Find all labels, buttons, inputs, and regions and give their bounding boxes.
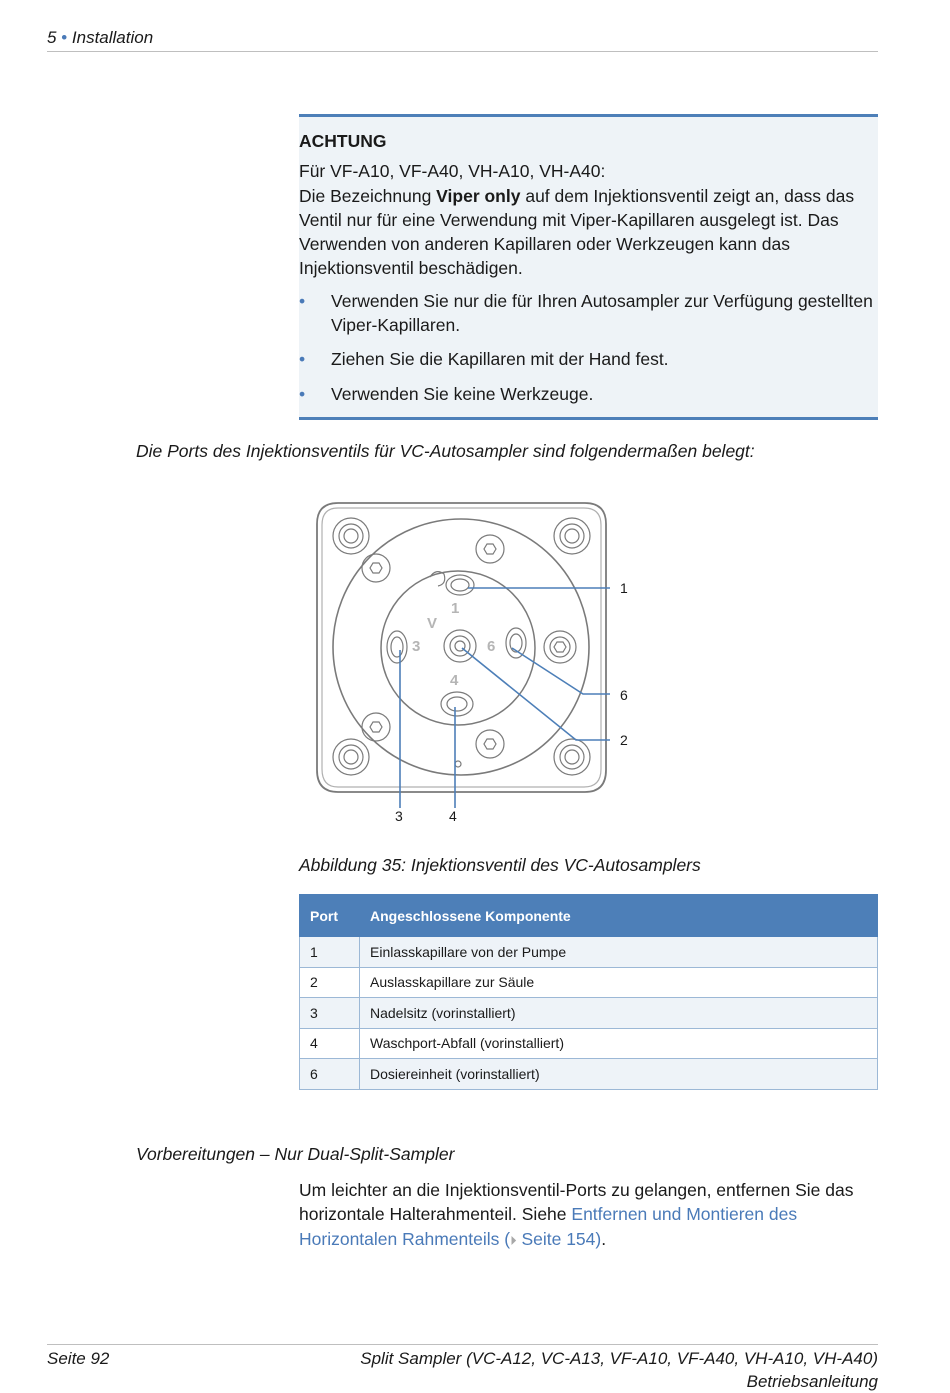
chapter-number: 5 — [47, 28, 56, 47]
document-title-line1: Split Sampler (VC-A12, VC-A13, VF-A10, VF-A40, VH-A10, VH-A40) — [47, 1348, 878, 1371]
valve-mark-v: V — [427, 615, 437, 632]
port-cell: 4 — [300, 1028, 360, 1059]
component-cell: Waschport-Abfall (vorinstalliert) — [360, 1028, 878, 1059]
bullet-icon: • — [299, 289, 305, 313]
arrow-right-icon: ⏵ — [510, 1233, 517, 1248]
valve-mark-6: 6 — [487, 638, 495, 655]
header-separator: • — [61, 28, 67, 47]
notice-text-bold: Viper only — [436, 186, 520, 206]
link-text: Entfernen und Montieren des Horizontalen Rahmenteils ( — [299, 1204, 797, 1248]
port-table — [299, 894, 878, 1090]
running-header — [47, 28, 878, 52]
body-text-pre: Um leichter an die Injektionsventil-Ports zu gelangen, entfernen Sie das horizontale Halterahmenteil. Siehe — [299, 1180, 853, 1224]
section-subheading: Vorbereitungen – Nur Dual-Split-Sampler — [136, 1144, 454, 1165]
notice-bullet-list — [299, 289, 878, 406]
component-cell: Auslasskapillare zur Säule — [360, 967, 878, 998]
port-cell: 3 — [300, 998, 360, 1029]
callout-6: 6 — [620, 687, 628, 703]
component-cell: Nadelsitz (vorinstalliert) — [360, 998, 878, 1029]
notice-text-post: auf dem Injektionsventil zeigt an, dass das Ventil nur für eine Verwendung mit Viper-Kapillaren ausgelegt ist. Das Verwenden von anderen Kapillaren oder Werkzeugen kann das Injektionsventil beschädigen. — [299, 186, 854, 279]
table-row — [300, 998, 878, 1029]
body-text-post: . — [601, 1229, 606, 1249]
column-header: Port — [300, 895, 360, 937]
table-row — [300, 937, 878, 968]
injection-valve-figure — [300, 490, 660, 835]
chapter-title: Installation — [72, 28, 153, 47]
notice-bullet-item — [299, 289, 878, 338]
notice-bullet-item — [299, 347, 878, 371]
page-number: Seite 92 — [47, 1348, 109, 1371]
running-footer — [47, 1344, 878, 1393]
notice-title: ACHTUNG — [299, 129, 878, 153]
callout-4: 4 — [449, 808, 457, 824]
valve-mark-4: 4 — [450, 672, 459, 689]
ports-intro: Die Ports des Injektionsventils für VC-Autosampler sind folgendermaßen belegt: — [136, 441, 755, 462]
table-row — [300, 1028, 878, 1059]
callout-3: 3 — [395, 808, 403, 824]
notice-bullet-item — [299, 382, 878, 406]
bullet-text: Verwenden Sie keine Werkzeuge. — [331, 384, 593, 404]
link-page: Seite 154) — [517, 1229, 602, 1249]
component-cell: Dosiereinheit (vorinstalliert) — [360, 1059, 878, 1090]
table-header-row — [300, 895, 878, 937]
port-cell: 2 — [300, 967, 360, 998]
callout-1: 1 — [620, 580, 628, 596]
port-cell: 6 — [300, 1059, 360, 1090]
port-cell: 1 — [300, 937, 360, 968]
caution-notice — [299, 114, 878, 420]
component-cell: Einlasskapillare von der Pumpe — [360, 937, 878, 968]
notice-text-pre: Die Bezeichnung — [299, 186, 436, 206]
notice-applies-to: Für VF-A10, VF-A40, VH-A10, VH-A40: — [299, 159, 878, 183]
table-row — [300, 1059, 878, 1090]
notice-paragraph — [299, 184, 878, 281]
bullet-icon: • — [299, 347, 305, 371]
table-row — [300, 967, 878, 998]
body-paragraph — [299, 1178, 878, 1253]
figure-caption: Abbildung 35: Injektionsventil des VC-Autosamplers — [299, 855, 701, 876]
valve-mark-1: 1 — [451, 600, 459, 617]
valve-mark-3: 3 — [412, 638, 420, 655]
document-title-line2: Betriebsanleitung — [47, 1371, 878, 1393]
callout-2: 2 — [620, 732, 628, 748]
column-header: Angeschlossene Komponente — [360, 895, 878, 937]
bullet-text: Verwenden Sie nur die für Ihren Autosampler zur Verfügung gestellten Viper-Kapillaren. — [331, 291, 873, 335]
bullet-icon: • — [299, 382, 305, 406]
bullet-text: Ziehen Sie die Kapillaren mit der Hand fest. — [331, 349, 669, 369]
